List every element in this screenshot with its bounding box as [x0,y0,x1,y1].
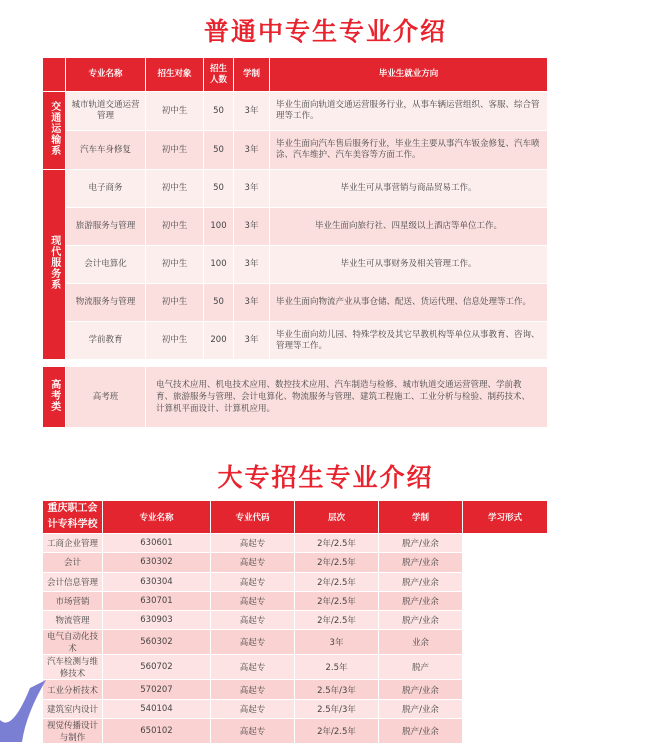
col-header-count: 招生人数 [204,58,234,92]
major-name: 汽车车身修复 [66,131,146,170]
level: 高起专 [211,592,295,611]
table2-header-row [43,501,548,534]
study-mode: 业余 [379,630,463,655]
study-mode: 脱产/业余 [379,680,463,699]
table-row [43,208,548,246]
college-majors-table [43,501,548,744]
level: 高起专 [211,655,295,680]
enroll-target: 初中生 [146,92,204,131]
major-code: 630601 [103,534,211,553]
study-mode: 脱产/业余 [379,700,463,719]
major-name: 汽车检测与维修技术 [43,655,103,680]
department-label: 现代服务系 [43,170,66,360]
major-code: 630903 [103,611,211,630]
col-header-level: 层次 [295,501,379,534]
table-row [43,170,548,208]
enroll-target: 初中生 [146,208,204,246]
department-label: 高考类 [43,367,66,428]
enroll-count: 50 [204,92,234,131]
major-name: 电子商务 [66,170,146,208]
table-row [43,131,548,170]
major-code: 630302 [103,553,211,572]
career-direction: 毕业生面向旅行社、四星级以上酒店等单位工作。 [270,208,548,246]
col-header-target: 招生对象 [146,58,204,92]
col-header-study-mode: 学习形式 [463,501,548,534]
major-name: 会计电算化 [66,246,146,284]
major-name: 学前教育 [66,322,146,360]
level: 高起专 [211,700,295,719]
school-name: 重庆职工会计专科学校 [43,501,103,534]
major-code: 540104 [103,700,211,719]
major-name: 会计信息管理 [43,573,103,592]
major-code: 570207 [103,680,211,699]
study-years: 3年 [234,284,270,322]
secondary-majors-table [43,58,548,428]
major-code: 560702 [103,655,211,680]
major-code: 630304 [103,573,211,592]
career-direction: 毕业生面向轨道交通运营服务行业，从事车辆运营组织、客服、综合管理等工作。 [270,92,548,131]
col-header-years: 学制 [234,58,270,92]
decorative-stroke-shape [0,680,60,742]
major-name: 市场营销 [43,592,103,611]
study-mode: 脱产/业余 [379,534,463,553]
enroll-target: 初中生 [146,246,204,284]
table-row [43,630,548,655]
table-row [43,680,548,699]
table-row [43,553,548,572]
level: 高起专 [211,611,295,630]
major-name: 工业分析技术 [43,680,103,699]
study-years: 2.5年 [295,655,379,680]
major-name: 视觉传播设计与制作 [43,719,103,744]
study-years: 2年/2.5年 [295,592,379,611]
major-name: 工商企业管理 [43,534,103,553]
level: 高起专 [211,680,295,699]
col-header-major: 专业名称 [103,501,211,534]
career-direction: 毕业生面向幼儿园、特殊学校及其它早教机构等单位从事教育、咨询、管理等工作。 [270,322,548,360]
page-title-secondary-majors: 普通中专生专业介绍 [203,17,447,46]
table-row [43,246,548,284]
level: 高起专 [211,573,295,592]
enroll-count: 100 [204,246,234,284]
major-name: 城市轨道交通运营管理 [66,92,146,131]
study-mode: 脱产/业余 [379,553,463,572]
level: 高起专 [211,630,295,655]
table-row [43,367,548,428]
study-years: 3年 [234,322,270,360]
enroll-target: 初中生 [146,170,204,208]
major-name: 物流管理 [43,611,103,630]
major-name: 建筑室内设计 [43,700,103,719]
table-row [43,284,548,322]
major-name: 物流服务与管理 [66,284,146,322]
enroll-count: 50 [204,131,234,170]
study-years: 3年 [234,170,270,208]
col-header-code: 专业代码 [211,501,295,534]
col-header-years: 学制 [379,501,463,534]
study-years: 2年/2.5年 [295,573,379,592]
enroll-target: 初中生 [146,284,204,322]
table-row [43,611,548,630]
col-header-career: 毕业生就业方向 [270,58,548,92]
table-row [43,719,548,744]
table-row [43,655,548,680]
level: 高起专 [211,534,295,553]
study-years: 3年 [234,131,270,170]
enroll-count: 50 [204,170,234,208]
major-name: 旅游服务与管理 [66,208,146,246]
col-header-major: 专业名称 [66,58,146,92]
major-name: 高考班 [66,367,146,428]
table-row [43,573,548,592]
study-years: 2年/2.5年 [295,719,379,744]
enroll-count: 100 [204,208,234,246]
level: 高起专 [211,719,295,744]
study-years: 3年 [234,208,270,246]
study-years: 2年/2.5年 [295,534,379,553]
career-direction: 毕业生可从事财务及相关管理工作。 [270,246,548,284]
table-row [43,92,548,131]
major-code: 560302 [103,630,211,655]
level: 高起专 [211,553,295,572]
study-years: 2年/2.5年 [295,611,379,630]
major-code: 630701 [103,592,211,611]
major-name: 电气自动化技术 [43,630,103,655]
page-title-college-majors: 大专招生专业介绍 [217,463,434,492]
study-mode: 脱产/业余 [379,719,463,744]
study-mode: 脱产/业余 [379,611,463,630]
study-mode: 脱产 [379,655,463,680]
career-direction: 毕业生面向物流产业从事仓储、配送、货运代理、信息处理等工作。 [270,284,548,322]
study-mode: 脱产/业余 [379,573,463,592]
enroll-target: 初中生 [146,131,204,170]
table-row [43,534,548,553]
major-name: 会计 [43,553,103,572]
study-years: 2年/2.5年 [295,553,379,572]
enroll-count: 50 [204,284,234,322]
enroll-target: 初中生 [146,322,204,360]
career-direction: 毕业生可从事营销与商品贸易工作。 [270,170,548,208]
career-direction: 毕业生面向汽车售后服务行业，毕业生主要从事汽车钣金修复、汽车喷涂、汽车维护、汽车美容等方面工作。 [270,131,548,170]
gaokao-majors-list: 电气技术应用、机电技术应用、数控技术应用、汽车制造与检修、城市轨道交通运营管理、学前教育、旅游服务与管理、会计电算化、物流服务与管理、建筑工程施工、工业分析与检验、制药技术、计算机平面设计、计算机应用。 [146,367,548,428]
study-years: 2.5年/3年 [295,700,379,719]
table1-header-row [43,58,548,92]
table-row [43,592,548,611]
study-years: 3年 [234,246,270,284]
study-years: 2.5年/3年 [295,680,379,699]
table-row [43,700,548,719]
enroll-count: 200 [204,322,234,360]
major-code: 650102 [103,719,211,744]
department-label: 交通运输系 [43,92,66,170]
study-years: 3年 [234,92,270,131]
table-row [43,322,548,360]
study-years: 3年 [295,630,379,655]
study-mode: 脱产/业余 [379,592,463,611]
